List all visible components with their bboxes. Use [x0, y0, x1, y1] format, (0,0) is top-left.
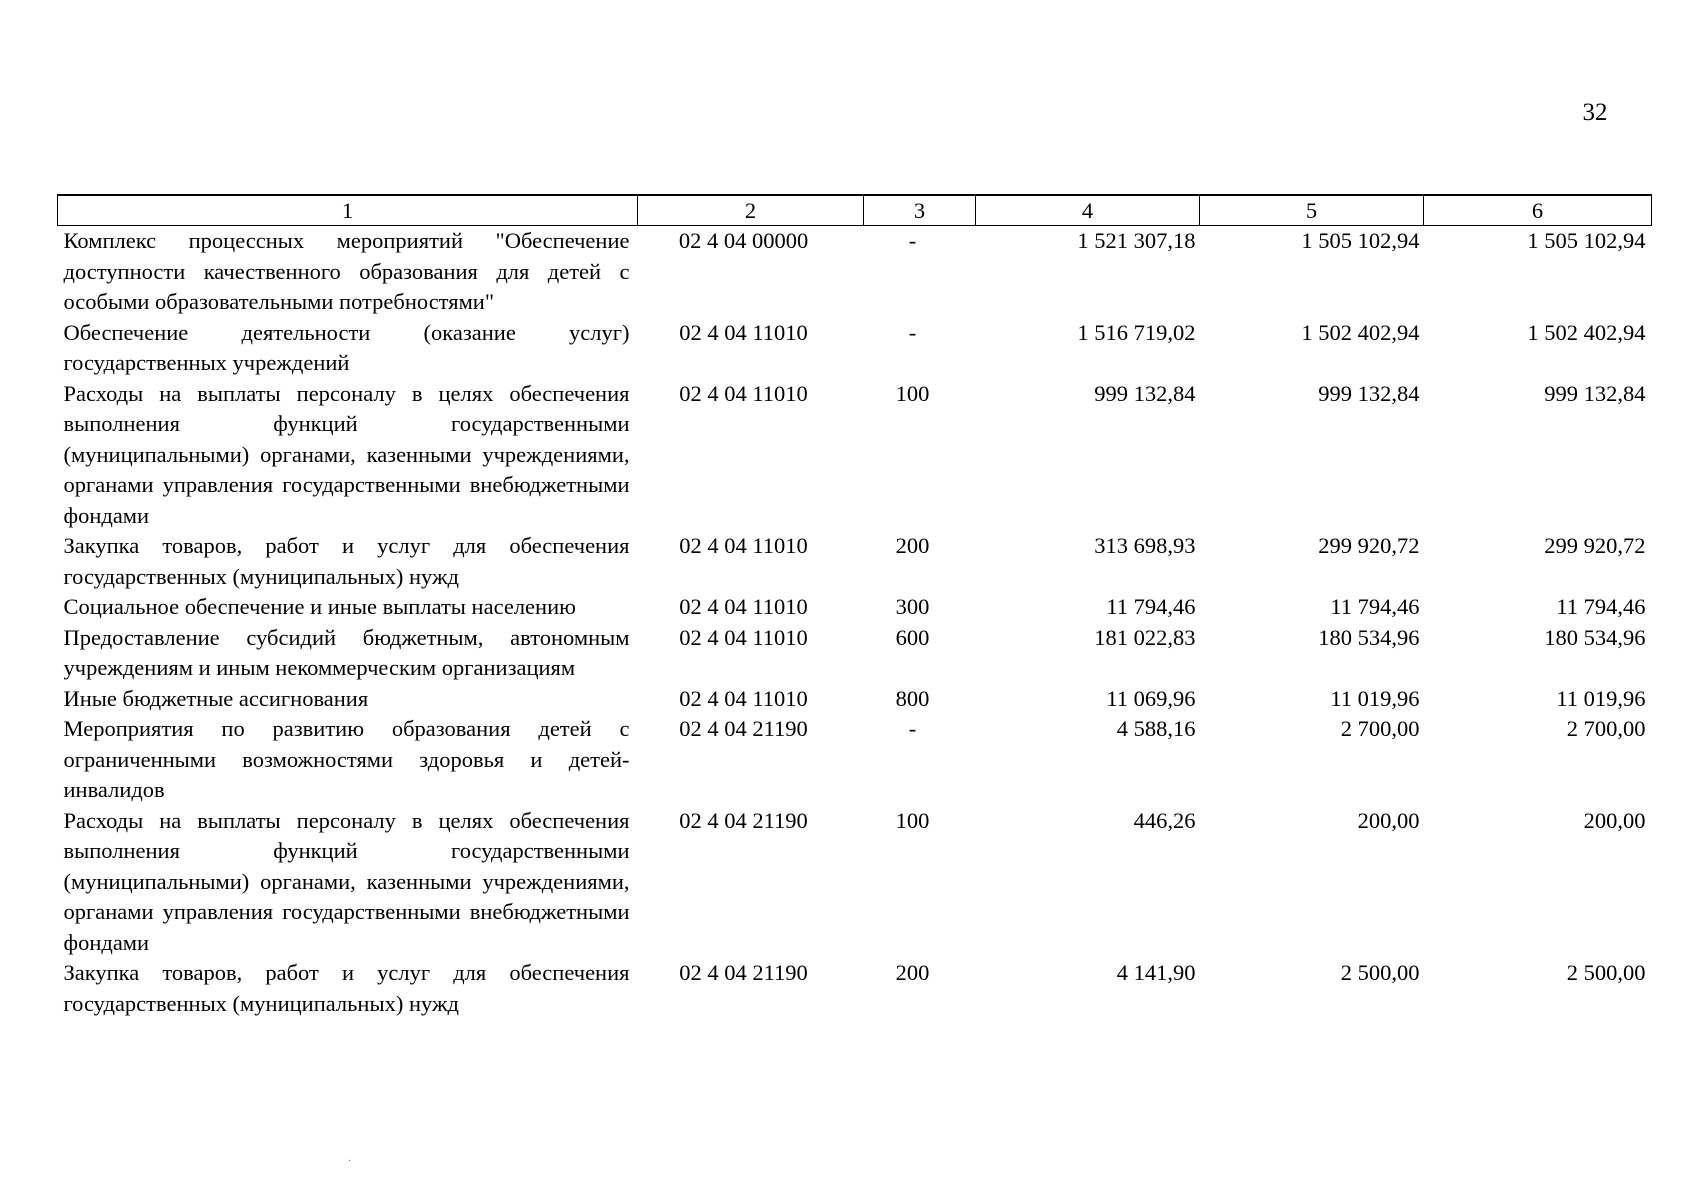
expense-name: Социальное обеспечение и иные выплаты населению: [63, 594, 576, 619]
header-cell: 1: [58, 195, 638, 226]
expense-type: 200: [895, 533, 930, 558]
table-row: [58, 592, 1652, 623]
header-cell: 5: [1200, 195, 1424, 226]
amount-col6: 11 019,96: [1556, 685, 1646, 711]
expense-type: 600: [895, 624, 930, 650]
amount-col4: 446,26: [1133, 807, 1196, 833]
amount-col5: 1 502 402,94: [1301, 319, 1420, 345]
amount-col6: 299 920,72: [1544, 533, 1646, 558]
expense-name: Комплекс процессных мероприятий "Обеспечение доступности качественного образования для детей с особыми образовательными потребностями": [63, 228, 630, 314]
amount-col5: 2 500,00: [1340, 960, 1420, 985]
scan-speck: ·: [348, 1156, 352, 1167]
amount-col6: 1 502 402,94: [1527, 319, 1646, 345]
header-cell: 2: [638, 195, 864, 226]
table-row: [58, 714, 1652, 806]
amount-col4: 181 022,83: [1094, 624, 1196, 650]
expense-name: Расходы на выплаты персоналу в целях обеспечения выполнения функций государственными (муниципальными) органами, казенными учреждениями, органами управления государственными внебюджетными фондами: [63, 807, 630, 955]
amount-col5: 200,00: [1357, 807, 1420, 833]
amount-col5: 11 019,96: [1330, 685, 1420, 711]
amount-col5: 11 794,46: [1330, 594, 1420, 619]
expense-name: Закупка товаров, работ и услуг для обеспечения государственных (муниципальных) нужд: [63, 533, 630, 589]
amount-col6: 2 500,00: [1566, 960, 1646, 985]
amount-col6: 11 794,46: [1556, 594, 1646, 619]
expense-name: Мероприятия по развитию образования детей с ограниченными возможностями здоровья и детей-инвалидов: [63, 716, 630, 802]
budget-code: 02 4 04 11010: [679, 594, 808, 619]
amount-col6: 200,00: [1583, 807, 1646, 833]
table-row: [58, 684, 1652, 715]
table-row: [58, 806, 1652, 959]
amount-col4: 1 516 719,02: [1077, 319, 1196, 345]
header-row: [58, 195, 1652, 226]
table-row: [58, 226, 1652, 318]
expense-name: Предоставление субсидий бюджетным, автономным учреждениям и иным некоммерческим организациям: [63, 624, 630, 680]
expense-type: -: [908, 228, 917, 253]
table-row: [58, 623, 1652, 684]
budget-code: 02 4 04 11010: [679, 380, 808, 406]
expense-type: -: [908, 716, 917, 741]
page-number: 32: [1582, 99, 1608, 126]
expense-name: Расходы на выплаты персоналу в целях обеспечения выполнения функций государственными (муниципальными) органами, казенными учреждениями, органами управления государственными внебюджетными фондами: [63, 380, 630, 528]
amount-col5: 999 132,84: [1318, 380, 1420, 406]
budget-code: 02 4 04 21190: [679, 960, 808, 985]
amount-col6: 2 700,00: [1566, 716, 1646, 741]
table-row: [58, 958, 1652, 1019]
table-row: [58, 318, 1652, 379]
expense-type: -: [908, 319, 917, 345]
header-cell: 3: [864, 195, 976, 226]
amount-col5: 299 920,72: [1318, 533, 1420, 558]
expense-type: 300: [895, 594, 930, 619]
expense-name: Иные бюджетные ассигнования: [63, 685, 369, 711]
header-cell: 4: [976, 195, 1200, 226]
budget-code: 02 4 04 11010: [679, 533, 808, 558]
expense-type: 200: [895, 960, 930, 985]
amount-col4: 999 132,84: [1094, 380, 1196, 406]
expense-type: 100: [895, 807, 930, 833]
amount-col5: 180 534,96: [1318, 624, 1420, 650]
budget-code: 02 4 04 11010: [679, 685, 808, 711]
expense-type: 800: [895, 685, 930, 711]
amount-col4: 313 698,93: [1094, 533, 1196, 558]
amount-col4: 11 069,96: [1106, 685, 1196, 711]
amount-col6: 180 534,96: [1544, 624, 1646, 650]
expense-name: Обеспечение деятельности (оказание услуг) государственных учреждений: [63, 319, 630, 375]
budget-table: [57, 194, 1652, 1019]
budget-code: 02 4 04 00000: [678, 228, 809, 253]
amount-col6: 999 132,84: [1544, 380, 1646, 406]
expense-name: Закупка товаров, работ и услуг для обеспечения государственных (муниципальных) нужд: [63, 960, 630, 1016]
amount-col5: 2 700,00: [1340, 716, 1420, 741]
table-row: [58, 379, 1652, 532]
budget-code: 02 4 04 11010: [679, 624, 808, 650]
table-row: [58, 531, 1652, 592]
budget-code: 02 4 04 21190: [679, 716, 808, 741]
expense-type: 100: [895, 380, 930, 406]
amount-col4: 1 521 307,18: [1077, 228, 1196, 253]
amount-col4: 4 588,16: [1116, 716, 1196, 741]
budget-code: 02 4 04 11010: [679, 319, 808, 345]
header-cell: 6: [1424, 195, 1652, 226]
amount-col4: 4 141,90: [1116, 960, 1196, 985]
amount-col5: 1 505 102,94: [1301, 228, 1420, 253]
budget-code: 02 4 04 21190: [679, 807, 808, 833]
amount-col6: 1 505 102,94: [1527, 228, 1646, 253]
amount-col4: 11 794,46: [1106, 594, 1196, 619]
